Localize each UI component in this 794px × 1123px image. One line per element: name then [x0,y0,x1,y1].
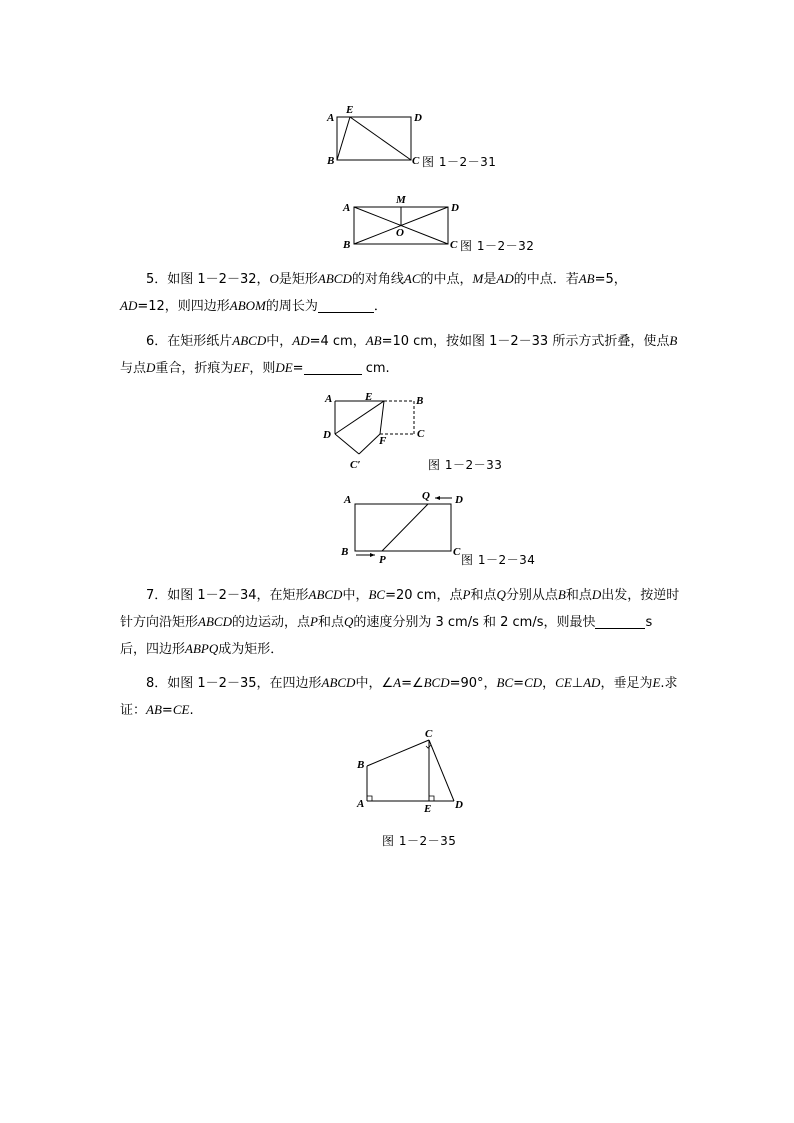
p8-var: CD [524,675,543,690]
p6-text: 与点 [120,361,147,376]
p7-text: 和点 [470,588,497,603]
p7-var: ABCD [198,614,232,629]
p6-var: DE [275,360,293,375]
figure-1-2-32 [340,190,460,250]
p6-var: EF [233,360,250,375]
p5-text: 5．如图 1－2－32， [146,272,270,287]
p8-var: A [393,675,402,690]
p7-var: ABPQ [185,641,219,656]
problem-8 [120,670,680,724]
p7-text: 的速度分别为 3 cm/s 和 2 cm/s，则最快 [353,615,596,630]
p5-var: ABCD [317,271,352,286]
p7-text: =20 cm，点 [385,588,463,603]
p8-text: .求证： [120,676,678,718]
p7-text: 和点 [317,615,344,630]
label-q: Q [422,490,430,502]
label-o: O [396,227,404,239]
p6-text: ，则 [249,361,276,376]
caption-1-2-32: 图 1－2－32 [460,239,535,253]
p7-var: ABCD [308,587,343,602]
label-b: B [327,155,335,167]
figure-32-diagram [340,190,460,250]
label-b: B [341,546,349,558]
p6-text: 重合，折痕为 [155,361,234,376]
p7-text: 分别从点 [505,588,558,603]
p7-var: Q [496,587,506,602]
p7-text: 成为矩形． [218,642,284,657]
label-c-prime: C′ [350,459,361,471]
label-e: E [346,104,354,116]
caption-1-2-34: 图 1－2－34 [461,553,536,567]
segment-qp [382,504,428,551]
label-d: D [455,799,463,811]
right-angle-a [367,796,372,801]
p8-var: CE [555,675,572,690]
segment-dc2 [335,434,359,454]
label-d: D [414,112,422,124]
label-d: D [451,202,459,214]
p8-var: ABCD [321,675,356,690]
label-d: D [323,429,331,441]
p8-var: AB [146,702,162,717]
p6-text: =4 cm， [309,334,366,349]
p7-var: D [591,587,602,602]
p6-text: cm. [361,361,390,376]
p7-text: s 后，四边形 [120,615,653,657]
figure-1-2-35 [352,726,472,821]
p7-text: 7．如图 1－2－34，在矩形 [146,588,309,603]
figure-35-diagram [352,726,472,821]
p5-text: 的周长为 [265,299,318,314]
label-e: E [365,391,373,403]
answer-blank[interactable] [304,360,362,375]
label-f: F [379,435,387,447]
p7-var: B [557,587,566,602]
segment-ec [350,117,411,160]
p5-var: M [472,271,484,286]
p5-text: 是矩形 [278,272,318,287]
label-c: C [412,155,420,167]
p5-text: =5， [594,272,627,287]
p5-var: AC [403,271,421,286]
label-m: M [396,194,406,206]
segment-cd [429,740,454,801]
p6-text: = [292,361,304,376]
label-c: C [425,728,433,740]
p6-text: 中， [266,334,293,349]
label-c: C [453,546,461,558]
label-p: P [379,554,386,566]
p6-var: AD [292,333,310,348]
label-e: E [424,803,432,815]
p7-var: P [309,614,318,629]
p7-var: P [462,587,471,602]
p8-text: ，垂足为 [600,676,653,691]
p8-text: ⊥ [571,676,584,691]
p8-var: E [652,675,661,690]
p6-text: 6．在矩形纸片 [146,334,233,349]
label-c: C [417,428,425,440]
p5-var: O [269,271,279,286]
label-a: A [343,202,351,214]
p5-text: 的中点．若 [513,272,579,287]
p8-text: ， [542,676,556,691]
label-a: A [357,798,365,810]
p6-var: D [146,360,156,375]
p8-text: =90°， [449,676,497,691]
answer-blank[interactable] [318,298,374,313]
p5-text: 的中点， [420,272,473,287]
label-a: A [344,494,352,506]
p5-var: AD [496,271,514,286]
p8-text: . [189,703,194,718]
p6-var: ABCD [232,333,267,348]
caption-1-2-35: 图 1－2－35 [382,834,457,848]
p7-text: 和点 [565,588,592,603]
p5-text: =12，则四边形 [137,299,230,314]
p7-text: 的边运动，点 [231,615,310,630]
p7-var: Q [343,614,354,629]
p8-var: AD [583,675,601,690]
label-b: B [357,759,365,771]
arrow-q-head [435,496,440,500]
caption-1-2-31: 图 1－2－31 [422,155,497,169]
segment-eb [337,117,350,160]
answer-blank[interactable] [595,614,645,629]
figure-33-diagram [320,388,440,472]
rectangle-abcd [355,504,451,551]
p8-var: BCD [423,675,450,690]
label-b: B [416,395,424,407]
p8-text: 8．如图 1－2－35，在四边形 [146,676,322,691]
p6-text: =10 cm，按如图 1－2－33 所示方式折叠，使点 [381,334,670,349]
p5-text: ． [373,299,387,314]
segment-c2f [359,434,380,454]
p8-var: BC [496,675,514,690]
p8-var: CE [172,702,190,717]
p6-var: B [669,333,678,348]
right-angle-e [429,796,434,801]
p8-text: = [161,703,173,718]
problem-5 [120,266,680,320]
label-b: B [343,239,351,251]
caption-1-2-33: 图 1－2－33 [428,458,503,472]
p5-text: 的对角线 [351,272,404,287]
p5-var: AD [120,298,138,313]
p7-var: BC [368,587,386,602]
p7-text: 中， [342,588,369,603]
label-c: C [450,239,458,251]
figure-1-2-34 [338,486,468,566]
p8-text: =∠ [401,676,424,691]
p6-var: AB [365,333,382,348]
arrow-p-head [370,553,375,557]
p7-text: 出发，按逆时针方向沿矩形 [120,588,680,630]
problem-6 [120,328,680,382]
p5-var: AB [578,271,595,286]
segment-de [335,401,384,434]
label-a: A [325,393,333,405]
crease-ef [380,401,384,434]
label-a: A [327,112,335,124]
p8-text: 中，∠ [355,676,394,691]
figure-1-2-33 [320,388,440,472]
p8-text: = [513,676,525,691]
problem-7 [120,582,680,663]
p5-text: 是 [483,272,497,287]
label-d: D [455,494,463,506]
segment-bc [367,740,429,766]
figure-34-diagram [338,486,468,566]
p5-var: ABOM [229,298,266,313]
